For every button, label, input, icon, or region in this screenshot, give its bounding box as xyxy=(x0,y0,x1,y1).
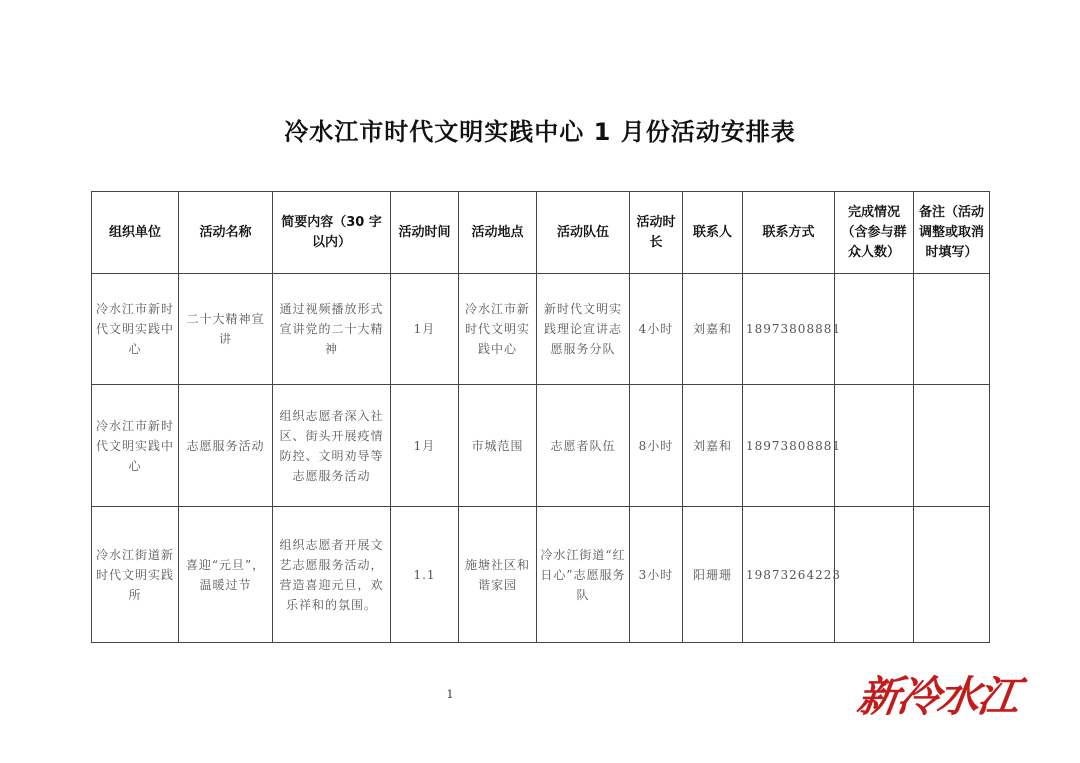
header-contact: 联系人 xyxy=(683,192,743,274)
cell-place: 冷水江市新时代文明实践中心 xyxy=(459,274,537,385)
header-place: 活动地点 xyxy=(459,192,537,274)
cell-content: 通过视频播放形式宣讲党的二十大精神 xyxy=(273,274,391,385)
table-header-row xyxy=(92,192,990,274)
cell-duration: 3小时 xyxy=(630,507,683,643)
logo-text: 新冷水江 xyxy=(854,672,1022,721)
cell-time: 1月 xyxy=(391,385,459,507)
cell-duration: 4小时 xyxy=(630,274,683,385)
cell-org: 冷水江市新时代文明实践中心 xyxy=(92,274,179,385)
header-remark: 备注（活动调整或取消时填写） xyxy=(914,192,990,274)
table-row xyxy=(92,507,990,643)
cell-contact: 刘嘉和 xyxy=(683,385,743,507)
header-phone: 联系方式 xyxy=(743,192,835,274)
header-status: 完成情况（含参与群众人数） xyxy=(835,192,914,274)
cell-activity-name: 志愿服务活动 xyxy=(179,385,273,507)
header-org: 组织单位 xyxy=(92,192,179,274)
cell-org: 冷水江市新时代文明实践中心 xyxy=(92,385,179,507)
cell-remark xyxy=(914,385,990,507)
cell-contact: 刘嘉和 xyxy=(683,274,743,385)
cell-team: 新时代文明实践理论宣讲志愿服务分队 xyxy=(537,274,630,385)
cell-status xyxy=(835,274,914,385)
cell-org: 冷水江街道新时代文明实践所 xyxy=(92,507,179,643)
cell-status xyxy=(835,385,914,507)
table-row xyxy=(92,385,990,507)
cell-contact: 阳珊珊 xyxy=(683,507,743,643)
cell-duration: 8小时 xyxy=(630,385,683,507)
brand-logo xyxy=(854,664,1038,724)
header-content: 简要内容（30 字以内） xyxy=(273,192,391,274)
cell-remark xyxy=(914,507,990,643)
cell-phone: 18973808881 xyxy=(743,274,835,385)
cell-time: 1月 xyxy=(391,274,459,385)
cell-activity-name: 喜迎“元旦”，温暖过节 xyxy=(179,507,273,643)
cell-phone: 18973808881 xyxy=(743,385,835,507)
cell-time: 1.1 xyxy=(391,507,459,643)
activity-schedule-table xyxy=(91,191,990,643)
cell-activity-name: 二十大精神宣讲 xyxy=(179,274,273,385)
table-row xyxy=(92,274,990,385)
cell-place: 市城范围 xyxy=(459,385,537,507)
page-number: 1 xyxy=(446,688,454,701)
cell-content: 组织志愿者深入社区、街头开展疫情防控、文明劝导等志愿服务活动 xyxy=(273,385,391,507)
header-activity-name: 活动名称 xyxy=(179,192,273,274)
cell-team: 志愿者队伍 xyxy=(537,385,630,507)
cell-place: 施塘社区和谐家园 xyxy=(459,507,537,643)
header-team: 活动队伍 xyxy=(537,192,630,274)
header-duration: 活动时长 xyxy=(630,192,683,274)
header-time: 活动时间 xyxy=(391,192,459,274)
cell-team: 冷水江街道“红日心”志愿服务队 xyxy=(537,507,630,643)
cell-content: 组织志愿者开展文艺志愿服务活动，营造喜迎元旦，欢乐祥和的氛围。 xyxy=(273,507,391,643)
cell-phone: 19873264223 xyxy=(743,507,835,643)
document-title: 冷水江市时代文明实践中心 1 月份活动安排表 xyxy=(284,118,796,146)
cell-status xyxy=(835,507,914,643)
cell-remark xyxy=(914,274,990,385)
